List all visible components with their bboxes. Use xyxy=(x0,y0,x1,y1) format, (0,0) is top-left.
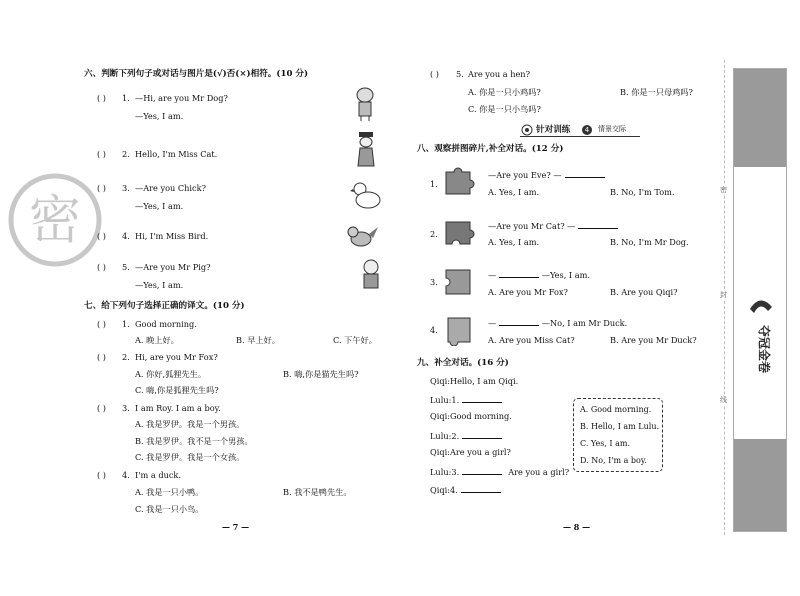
option-item[interactable]: B. Hello, I am Lulu. xyxy=(580,422,660,431)
option-a[interactable]: A. Are you Miss Cat? xyxy=(488,335,575,345)
item-number: 4. xyxy=(122,470,130,480)
option-b[interactable]: B. Are you Mr Duck? xyxy=(610,335,697,345)
dialogue-line: Qiqi:Hello, I am Qiqi. xyxy=(430,376,519,386)
item-number: 4. xyxy=(122,231,130,241)
option-a[interactable]: A. Yes, I am. xyxy=(488,237,540,247)
fold-char: 封 xyxy=(720,291,727,299)
section-8-title: 八、观察拼图碎片,补全对话。(12 分) xyxy=(417,144,564,154)
item-number: 5. xyxy=(122,262,130,272)
option-b[interactable]: B. 嗨,你是猫先生吗? xyxy=(283,369,359,379)
sentence: —Hi, are you Mr Dog? xyxy=(135,93,228,103)
option-b[interactable]: B. 我不是鸭先生。 xyxy=(283,487,352,497)
dialogue-line: — —No, I am Mr Duck. xyxy=(488,318,628,328)
dialogue-line: Lulu:2. xyxy=(430,431,502,440)
answer-blank[interactable] xyxy=(578,221,618,229)
item-number: 1. xyxy=(430,179,438,189)
answer-blank[interactable] xyxy=(499,270,539,278)
option-b[interactable]: B. 我是罗伊。我不是一个男孩。 xyxy=(135,436,253,446)
puzzle-piece-4-icon xyxy=(442,314,476,346)
option-a[interactable]: A. Are you Mr Fox? xyxy=(488,287,568,297)
dialogue-line: —Are you Eve? — xyxy=(488,170,605,179)
answer-blank[interactable] xyxy=(462,431,502,439)
question: Good morning. xyxy=(135,319,197,329)
sentence: —Yes, I am. xyxy=(135,280,184,290)
dialogue-line: — —Yes, I am. xyxy=(488,270,591,280)
sentence: Hi, I'm Miss Bird. xyxy=(135,231,209,241)
answer-blank[interactable] xyxy=(499,318,539,326)
option-c[interactable]: C. 下午好。 xyxy=(333,335,377,345)
puzzle-piece-1-icon xyxy=(442,166,476,198)
brand-mark-icon xyxy=(744,289,776,429)
answer-bracket[interactable]: ( ) xyxy=(97,183,106,193)
option-c[interactable]: C. 我是罗伊。我是一个女孩。 xyxy=(135,452,245,462)
item-number: 4. xyxy=(430,325,438,335)
bird-picture-icon xyxy=(345,224,379,252)
secret-stamp-icon xyxy=(5,170,105,270)
chick-picture-icon xyxy=(350,180,382,210)
option-a[interactable]: A. 你是一只小鸡吗? xyxy=(468,87,541,97)
item-number: 3. xyxy=(430,277,438,287)
option-a[interactable]: A. 你好,狐狸先生。 xyxy=(135,369,207,379)
puzzle-piece-2-icon xyxy=(442,216,476,248)
sentence: —Are you Chick? xyxy=(135,183,206,193)
answer-bracket[interactable]: ( ) xyxy=(97,93,106,103)
option-item[interactable]: C. Yes, I am. xyxy=(580,439,631,448)
option-c[interactable]: C. 嗨,你是狐狸先生吗? xyxy=(135,385,219,395)
question: I am Roy. I am a boy. xyxy=(135,403,221,413)
answer-bracket[interactable]: ( ) xyxy=(97,231,106,241)
answer-blank[interactable] xyxy=(461,485,501,493)
dialogue-line: —Are you Mr Cat? — xyxy=(488,221,618,230)
question: Are you a hen? xyxy=(468,69,530,79)
options-box xyxy=(573,398,663,472)
dialogue-line: Lulu:3. Are you a girl? xyxy=(430,467,570,477)
question: I'm a duck. xyxy=(135,470,181,480)
fold-char: 密 xyxy=(720,186,727,194)
page-number-left: — 7 — xyxy=(222,522,250,532)
answer-blank[interactable] xyxy=(565,170,605,178)
answer-bracket[interactable]: ( ) xyxy=(97,262,106,272)
dialogue-line: Qiqi:4. xyxy=(430,485,501,494)
cat-picture-icon xyxy=(355,132,377,172)
answer-bracket[interactable]: ( ) xyxy=(430,69,439,79)
question: Hi, are you Mr Fox? xyxy=(135,352,218,362)
dialogue-line: Qiqi:Are you a girl? xyxy=(430,447,511,457)
side-band xyxy=(733,68,787,532)
brand-logo xyxy=(744,289,776,429)
item-number: 5. xyxy=(456,69,464,79)
dog-picture-icon xyxy=(352,86,378,122)
answer-blank[interactable] xyxy=(462,467,502,475)
tag-subtitle: 情景交际 xyxy=(598,125,626,133)
option-item[interactable]: A. Good morning. xyxy=(580,405,652,414)
item-number: 2. xyxy=(430,229,438,239)
fold-char: 线 xyxy=(720,396,727,404)
svg-text:夺冠金卷: 夺冠金卷 xyxy=(757,324,771,374)
answer-bracket[interactable]: ( ) xyxy=(97,470,106,480)
item-number: 1. xyxy=(122,319,130,329)
section-9-title: 九、补全对话。(16 分) xyxy=(417,358,509,368)
option-a[interactable]: A. 我是罗伊。我是一个男孩。 xyxy=(135,419,245,429)
option-a[interactable]: A. 晚上好。 xyxy=(135,335,179,345)
item-number: 3. xyxy=(122,183,130,193)
option-b[interactable]: B. 你是一只母鸡吗? xyxy=(620,87,693,97)
tag-number: 4 xyxy=(582,125,592,135)
item-number: 1. xyxy=(122,93,130,103)
page-number-right: — 8 — xyxy=(563,522,591,532)
pig-picture-icon xyxy=(358,258,384,292)
training-tag xyxy=(520,124,640,136)
answer-bracket[interactable]: ( ) xyxy=(97,403,106,413)
sentence: Hello, I'm Miss Cat. xyxy=(135,149,218,159)
target-icon xyxy=(520,124,534,136)
svg-text:密: 密 xyxy=(28,191,82,251)
option-b[interactable]: B. No, I'm Tom. xyxy=(610,187,675,197)
dialogue-line: Qiqi:Good morning. xyxy=(430,411,512,421)
sentence: —Are you Mr Pig? xyxy=(135,262,211,272)
item-number: 2. xyxy=(122,352,130,362)
dialogue-line: Lulu:1. xyxy=(430,395,502,404)
option-b[interactable]: B. Are you Qiqi? xyxy=(610,287,678,297)
option-c[interactable]: C. 我是一只小鸟。 xyxy=(135,504,204,514)
option-a[interactable]: A. 我是一只小鸭。 xyxy=(135,487,204,497)
puzzle-piece-3-icon xyxy=(442,266,476,298)
answer-bracket[interactable]: ( ) xyxy=(97,149,106,159)
option-c[interactable]: C. 你是一只小鸟吗? xyxy=(468,104,541,114)
option-b[interactable]: B. 早上好。 xyxy=(236,335,280,345)
section-6-title: 六、判断下列句子或对话与图片是(√)否(×)相符。(10 分) xyxy=(84,69,309,79)
option-item[interactable]: D. No, I'm a boy. xyxy=(580,456,647,465)
option-a[interactable]: A. Yes, I am. xyxy=(488,187,540,197)
answer-blank[interactable] xyxy=(462,395,502,403)
answer-bracket[interactable]: ( ) xyxy=(97,319,106,329)
sentence: —Yes, I am. xyxy=(135,111,184,121)
sentence: —Yes, I am. xyxy=(135,201,184,211)
option-b[interactable]: B. No, I'm Mr Dog. xyxy=(610,237,689,247)
tag-label: 针对训练 xyxy=(536,125,571,135)
item-number: 2. xyxy=(122,149,130,159)
section-7-title: 七、给下列句子选择正确的译文。(10 分) xyxy=(84,301,245,311)
answer-bracket[interactable]: ( ) xyxy=(97,352,106,362)
item-number: 3. xyxy=(122,403,130,413)
